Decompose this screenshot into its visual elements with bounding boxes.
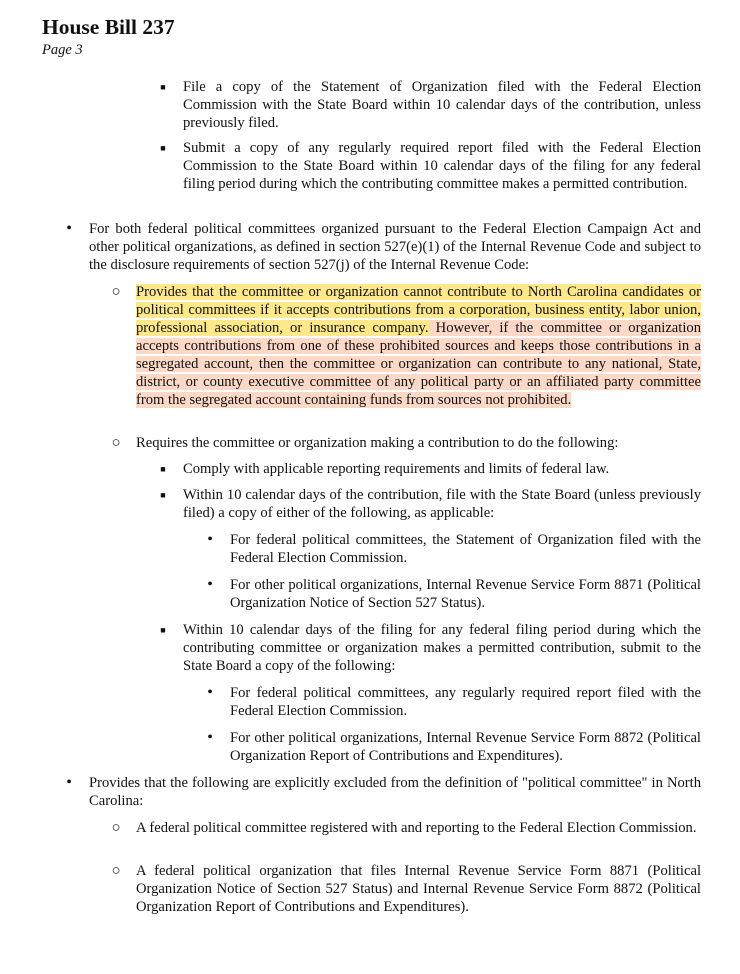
bullet-dot-icon: • <box>66 220 72 237</box>
open-circle-icon: ○ <box>111 863 121 879</box>
page-number: Page 3 <box>42 42 83 58</box>
square-bullet-icon: ■ <box>160 625 166 635</box>
list-item: A federal political organization that files Internal Revenue Service Form 8871 (Political Organization Notice of Section 527 Status) and Internal Revenue Service Form 8872 (Political Organization Report of Contributions and Expenditures). <box>136 863 701 915</box>
bullet-dot-icon: • <box>207 729 213 746</box>
highlight-yellow-text: Provides that the committee or organization cannot contribute to North Carolina candidates or political committees if it accepts contributions from a corporation, business entity, labor union, professional association, or insurance company. <box>136 284 701 336</box>
square-bullet-icon: ■ <box>160 82 166 92</box>
bullet-dot-icon: • <box>207 684 213 701</box>
list-item: Within 10 calendar days of the filing for any federal filing period during which the contributing committee or organization makes a permitted contribution, submit to the State Board a copy of the following: <box>183 622 701 674</box>
page-title: House Bill 237 <box>42 15 175 39</box>
list-item: For other political organizations, Internal Revenue Service Form 8872 (Political Organization Report of Contributions and Expenditures). <box>230 730 701 764</box>
bullet-dot-icon: • <box>207 576 213 593</box>
square-bullet-icon: ■ <box>160 143 166 153</box>
list-item: Provides that the following are explicitly excluded from the definition of "political committee" in North Carolina: <box>89 775 701 809</box>
list-item: For federal political committees, any regularly required report filed with the Federal Election Commission. <box>230 685 701 719</box>
open-circle-icon: ○ <box>111 435 121 451</box>
open-circle-icon: ○ <box>111 284 121 300</box>
list-item: Requires the committee or organization making a contribution to do the following: <box>136 435 619 451</box>
list-item: Within 10 calendar days of the contribution, file with the State Board (unless previously filed) a copy of either of the following, as applicable: <box>183 487 701 521</box>
list-item: For federal political committees, the Statement of Organization filed with the Federal Election Commission. <box>230 532 701 566</box>
list-item: Submit a copy of any regularly required report filed with the Federal Election Commission to the State Board within 10 calendar days of the filing for any federal filing period during which the contributing committee makes a permitted contribution. <box>183 140 701 192</box>
list-item: For other political organizations, Internal Revenue Service Form 8871 (Political Organization Notice of Section 527 Status). <box>230 577 701 611</box>
square-bullet-icon: ■ <box>160 490 166 500</box>
highlighted-paragraph <box>136 283 701 409</box>
bullet-dot-icon: • <box>207 531 213 548</box>
list-item: For both federal political committees organized pursuant to the Federal Election Campaign Act and other political organizations, as defined in section 527(e)(1) of the Internal Revenue Code and subject to the disclosure requirements of section 527(j) of the Internal Revenue Code: <box>89 221 701 273</box>
list-item: A federal political committee registered with and reporting to the Federal Election Commission. <box>136 820 697 836</box>
bullet-dot-icon: • <box>66 774 72 791</box>
list-item: File a copy of the Statement of Organization filed with the Federal Election Commission with the State Board within 10 calendar days of the contribution, unless previously filed. <box>183 79 701 131</box>
list-item: Comply with applicable reporting requirements and limits of federal law. <box>183 461 610 477</box>
square-bullet-icon: ■ <box>160 464 166 474</box>
highlight-orange-text: However, if the committee or organization accepts contributions from one of these prohibited sources and keeps those contributions in a segregated account, then the committee or organization can contribute to any national, State, district, or county executive committee of any political party or an affiliated party committee from the segregated account containing funds from sources not prohibited. <box>136 320 701 408</box>
open-circle-icon: ○ <box>111 820 121 836</box>
